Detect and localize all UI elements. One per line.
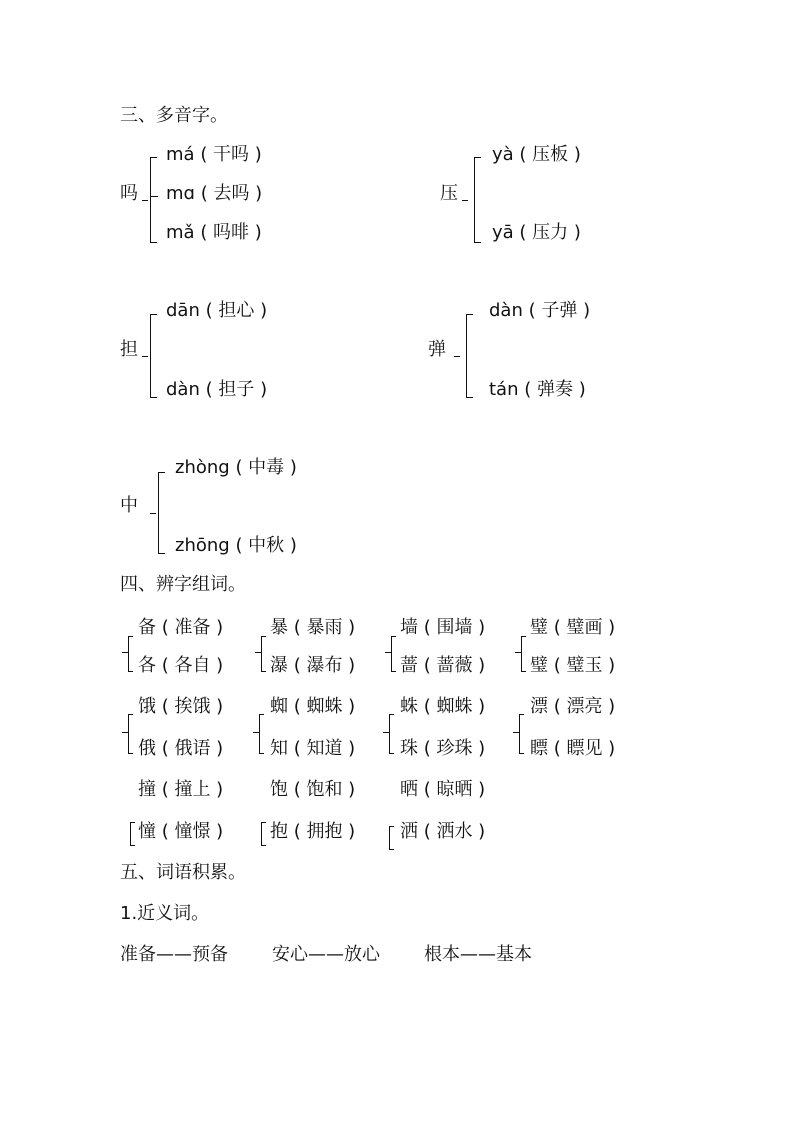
word-a: 饿 ( 挨饿 ) xyxy=(138,696,224,717)
bracket xyxy=(150,157,157,243)
bracket-connector xyxy=(122,732,128,733)
reading: mɑ ( 去吗 ) xyxy=(166,183,263,204)
word-b: 瞟 ( 瞟见 ) xyxy=(530,738,616,759)
bracket-connector xyxy=(122,652,128,653)
word-a: 备 ( 准备 ) xyxy=(138,617,224,638)
word-b: 瀑 ( 瀑布 ) xyxy=(270,655,356,676)
reading: dàn ( 担子 ) xyxy=(166,379,268,400)
word-a: 暴 ( 暴雨 ) xyxy=(270,617,356,638)
reading: tán ( 弹奏 ) xyxy=(489,379,586,400)
word-a: 撞 ( 撞上 ) xyxy=(138,779,224,800)
bracket xyxy=(150,314,157,398)
word-b: 俄 ( 俄语 ) xyxy=(138,738,224,759)
bracket xyxy=(128,636,133,672)
bracket xyxy=(259,714,264,754)
reading: mǎ ( 吗啡 ) xyxy=(166,222,262,243)
section-title-polyphones: 三、多音字。 xyxy=(120,105,228,126)
synonym-pair: 准备——预备 xyxy=(120,944,228,965)
bracket xyxy=(130,822,135,846)
bracket xyxy=(261,822,266,846)
bracket xyxy=(158,472,165,554)
word-a: 晒 ( 晾晒 ) xyxy=(400,779,486,800)
bracket-connector xyxy=(513,732,519,733)
bracket-connector xyxy=(142,356,148,357)
reading: dān ( 担心 ) xyxy=(166,300,268,321)
bracket-connector xyxy=(383,732,389,733)
reading: má ( 干吗 ) xyxy=(166,144,262,165)
word-a: 墙 ( 围墙 ) xyxy=(400,617,486,638)
bracket-connector xyxy=(253,732,259,733)
bracket-connector xyxy=(385,652,391,653)
word-b: 璧 ( 璧玉 ) xyxy=(530,655,616,676)
bracket xyxy=(521,636,526,672)
polyphone-char: 中 xyxy=(120,495,138,516)
bracket xyxy=(466,314,473,398)
word-a: 蛛 ( 蜘蛛 ) xyxy=(400,696,486,717)
word-b: 珠 ( 珍珠 ) xyxy=(400,738,486,759)
reading: yā ( 压力 ) xyxy=(492,222,581,243)
reading: dàn ( 子弹 ) xyxy=(489,300,591,321)
polyphone-char: 弹 xyxy=(428,339,446,360)
bracket xyxy=(519,714,524,754)
polyphone-char: 吗 xyxy=(120,183,138,204)
subsection-title-synonyms: 1.近义词。 xyxy=(120,903,210,924)
bracket-connector xyxy=(515,652,521,653)
bracket xyxy=(474,157,481,243)
bracket-connector xyxy=(142,200,148,201)
bracket-connector xyxy=(454,356,460,357)
bracket xyxy=(389,714,394,754)
bracket xyxy=(391,636,396,672)
reading: yà ( 压板 ) xyxy=(492,144,581,165)
word-b: 洒 ( 洒水 ) xyxy=(400,821,486,842)
word-b: 蔷 ( 蔷薇 ) xyxy=(400,655,486,676)
bracket-tick xyxy=(150,196,158,197)
section-title-distinguish: 四、辨字组词。 xyxy=(120,574,246,595)
word-a: 漂 ( 漂亮 ) xyxy=(530,696,616,717)
bracket-connector xyxy=(255,652,261,653)
word-b: 知 ( 知道 ) xyxy=(270,738,356,759)
word-b: 憧 ( 憧憬 ) xyxy=(138,821,224,842)
word-a: 饱 ( 饱和 ) xyxy=(270,779,356,800)
polyphone-char: 担 xyxy=(120,339,138,360)
section-title-vocabulary: 五、词语积累。 xyxy=(120,862,246,883)
word-b: 抱 ( 拥抱 ) xyxy=(270,821,356,842)
synonym-pair: 根本——基本 xyxy=(424,944,532,965)
bracket-connector xyxy=(462,200,468,201)
word-b: 各 ( 各自 ) xyxy=(138,655,224,676)
bracket xyxy=(261,636,266,672)
reading: zhōng ( 中秋 ) xyxy=(175,535,297,556)
bracket xyxy=(389,826,394,850)
word-a: 蜘 ( 蜘蛛 ) xyxy=(270,696,356,717)
bracket xyxy=(128,714,133,754)
bracket-connector xyxy=(150,513,156,514)
word-a: 璧 ( 璧画 ) xyxy=(530,617,616,638)
reading: zhòng ( 中毒 ) xyxy=(175,457,297,478)
synonym-pair: 安心——放心 xyxy=(272,944,380,965)
polyphone-char: 压 xyxy=(440,183,458,204)
